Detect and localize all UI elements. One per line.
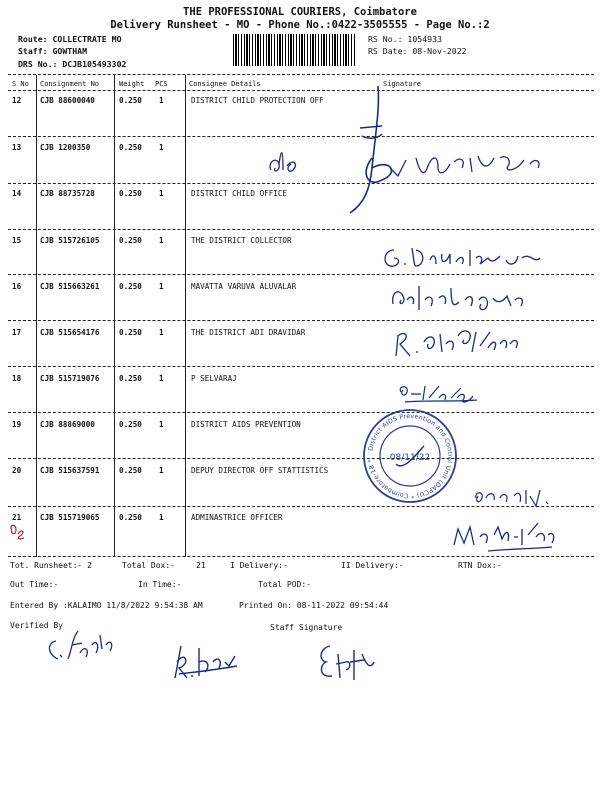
cell-weight: 0.250 [119,282,142,291]
cell-pcs: 1 [159,513,164,522]
official-stamp [362,408,458,504]
staff-label: Staff: GOWTHAM [18,46,88,56]
total-runsheet: Tot. Runsheet:- 2 [10,561,92,570]
handwritten-signature [470,482,560,510]
cell-pcs: 1 [159,282,164,291]
total-dox-value: 21 [196,561,206,570]
stamp-text: District AIDS Prevention and Control Unit (DAPCU) * Coimbatore-18 * [367,412,454,500]
rs-number: RS No.: 1054933 [368,34,442,44]
cell-consignment: CJB 515654176 [40,328,100,337]
cell-weight: 0.250 [119,328,142,337]
runsheet-subtitle: Delivery Runsheet - MO - Phone No.:0422-3505555 - Page No.:2 [110,19,490,31]
cell-weight: 0.250 [119,236,142,245]
col-pcs: PCS [155,80,168,88]
row-divider [8,366,594,367]
verifier-signature [38,615,118,675]
handwritten-signature [385,280,535,314]
verified-by: Verified By [10,621,63,630]
cell-weight: 0.250 [119,374,142,383]
staff-signature-label: Staff Signature [270,623,343,632]
cell-consignee: THE DISTRICT ADI DRAVIDAR [191,328,306,337]
rtn-dox: RTN Dox:- [458,561,502,570]
cell-consignment: CJB 515637591 [40,466,100,475]
barcode [233,34,355,66]
cell-weight: 0.250 [119,420,142,429]
cell-pcs: 1 [159,236,164,245]
cell-weight: 0.250 [119,189,142,198]
col-divider [185,75,186,557]
handwritten-date [395,380,485,410]
cell-consignee: DISTRICT CHILD OFFICE [191,189,288,198]
cell-consignee: THE DISTRICT COLLECTOR [191,236,292,245]
in-time: In Time:- [138,580,182,589]
cell-pcs: 1 [159,466,164,475]
cell-weight: 0.250 [119,513,142,522]
row-divider [8,274,594,275]
cell-sno: 20 [12,466,22,475]
col-weight: Weight [119,80,145,88]
cell-pcs: 1 [159,96,164,105]
row-divider [8,320,594,321]
cell-pcs: 1 [159,143,164,152]
cell-sno: 12 [12,96,22,105]
col-signature: Signature [383,80,421,88]
first-delivery: I Delivery:- [230,561,288,570]
cell-sno: 19 [12,420,22,429]
cell-sno: 21 [12,513,22,522]
cell-consignment: CJB 88869000 [40,420,95,429]
total-dox-label: Total Dox:- [122,561,175,570]
cell-consignee: MAVATTA VARUVA ALUVALAR [191,282,297,291]
cell-consignment: CJB 515663261 [40,282,100,291]
cell-sno: 15 [12,236,22,245]
row-divider [8,412,594,413]
total-pod: Total POD:- [258,580,311,589]
cell-sno: 18 [12,374,22,383]
col-consignment: Consignment No [40,80,100,88]
col-divider [36,75,37,557]
cell-consignment: CJB 515726105 [40,236,100,245]
stamp-date: 08/11/22 [389,453,431,463]
cell-consignee: ADMINASTRICE OFFICER [191,513,283,522]
cell-consignment: CJB 515719076 [40,374,100,383]
handwritten-initials [265,140,305,180]
verifier-signature [165,640,245,684]
printed-on: Printed On: 08-11-2022 09:54:44 [239,601,389,610]
col-consignee: Consignee Details [189,80,261,88]
cell-consignee: DEPUY DIRECTOR OFF STATTISTICS [191,466,329,475]
table-top-rule [8,74,594,75]
cell-sno: 14 [12,189,22,198]
cell-sno: 13 [12,143,22,152]
table-bottom-rule [8,556,594,557]
cell-pcs: 1 [159,374,164,383]
drs-number: DRS No.: DCJB105493302 [18,59,127,69]
margin-note [6,520,28,542]
handwritten-signature [320,78,600,218]
cell-pcs: 1 [159,189,164,198]
cell-pcs: 1 [159,420,164,429]
cell-weight: 0.250 [119,143,142,152]
cell-sno: 16 [12,282,22,291]
rs-date: RS Date: 08-Nov-2022 [368,46,467,56]
handwritten-signature [448,515,558,555]
company-title: THE PROFESSIONAL COURIERS, Coimbatore [183,6,417,18]
cell-sno: 17 [12,328,22,337]
col-divider [114,75,115,557]
route-label: Route: COLLECTRATE MO [18,34,122,44]
second-delivery: II Delivery:- [341,561,404,570]
staff-signature [310,640,380,686]
cell-weight: 0.250 [119,96,142,105]
cell-pcs: 1 [159,328,164,337]
cell-consignment: CJB 1200350 [40,143,91,152]
cell-consignee: DISTRICT CHILD PROTECTION OFF [191,96,324,105]
cell-consignment: CJB 515719065 [40,513,100,522]
cell-weight: 0.250 [119,466,142,475]
handwritten-signature [380,240,560,274]
out-time: Out Time:- [10,580,59,589]
cell-consignee: P SELVARAJ [191,374,237,383]
cell-consignee: DISTRICT AIDS PREVENTION [191,420,301,429]
cell-consignment: CJB 88600040 [40,96,95,105]
entered-by: Entered By :KALAIMO 11/8/2022 9:54:38 AM [10,601,203,610]
cell-consignment: CJB 88735728 [40,189,95,198]
row-divider [8,458,594,459]
handwritten-signature [388,322,528,364]
row-divider [8,229,594,230]
col-sno: S No [12,80,29,88]
